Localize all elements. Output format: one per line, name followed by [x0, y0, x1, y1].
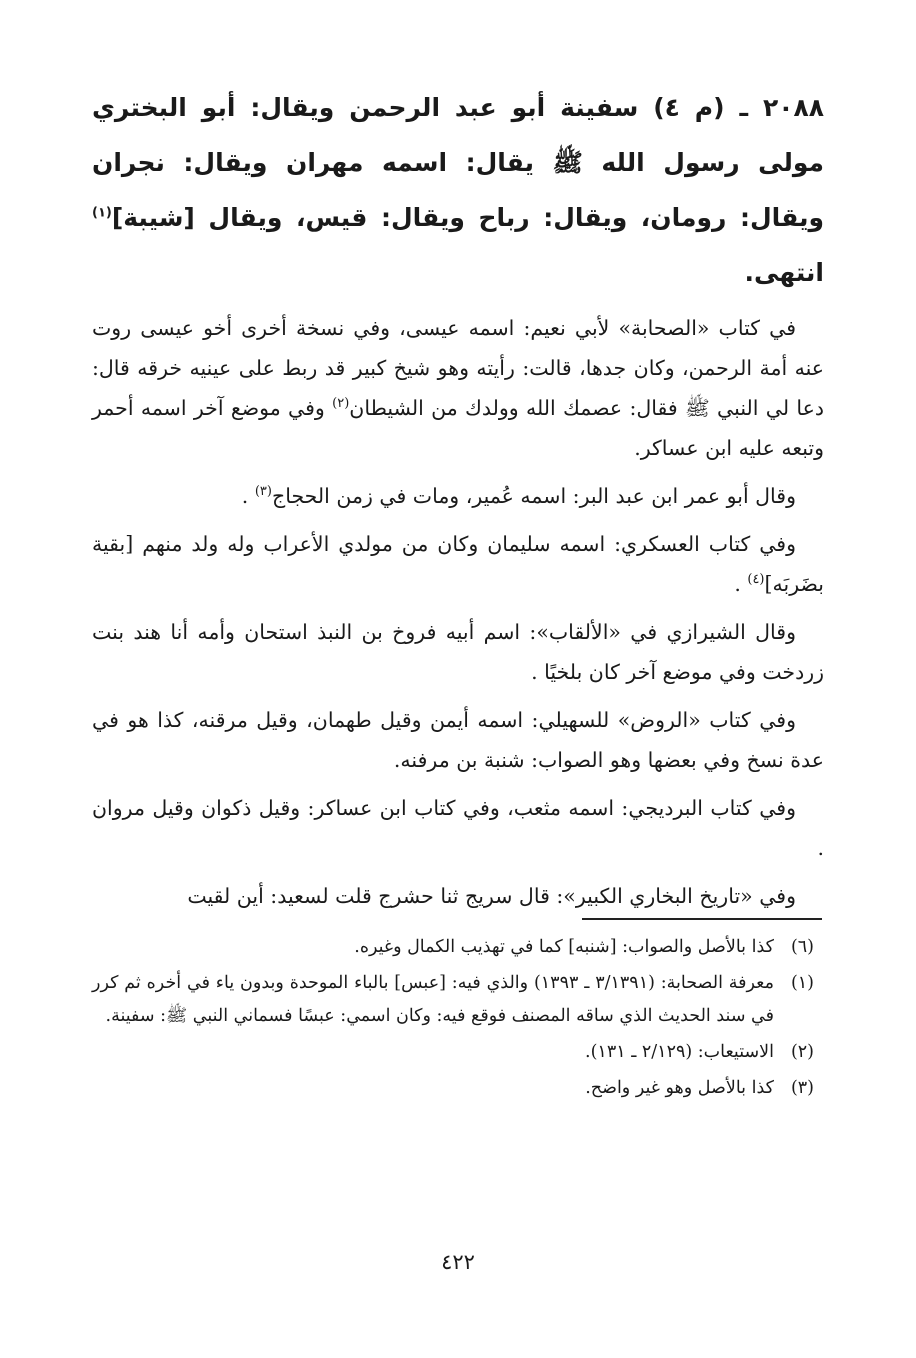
- footnote-divider: [582, 918, 822, 920]
- paragraph-7: وفي «تاريخ البخاري الكبير»: قال سريج ثنا حشرج قلت لسعيد: أين لقيت: [187, 884, 796, 908]
- paragraph-1-text-end: وفي موضع آخر اسمه أحمر وتبعه عليه ابن عساكر.: [92, 396, 824, 460]
- paragraph-2: [92, 476, 824, 516]
- footnote-number: (٣): [790, 1078, 814, 1098]
- footnote-ref-4[interactable]: (٤): [747, 572, 765, 588]
- footnote-text: معرفة الصحابة: (٣/١٣٩١ ـ ١٣٩٣) والذي فيه: [عبس] بالباء الموحدة وبدون ياء في أخره ثم كرر في سند الحديث الذي ساقه المصنف فوقع فيه: وكان اسمي: عبسًا فسماني النبي ﷺ: سفينة.: [92, 973, 774, 1026]
- footnote-text: الاستيعاب: (٢/١٢٩ ـ ١٣١).: [585, 1042, 774, 1062]
- paragraph-1: [92, 308, 824, 468]
- footnote-item: [92, 967, 814, 1033]
- footnotes: [92, 928, 814, 1108]
- footnote-text: كذا بالأصل والصواب: [شنبه] كما في تهذيب الكمال وغيره.: [354, 937, 774, 957]
- footnote-ref-3[interactable]: (٣): [254, 484, 272, 500]
- paragraph-6: وفي كتاب البرديجي: اسمه مثعب، وفي كتاب ابن عساكر: وقيل ذكوان وقيل مروان .: [92, 796, 824, 860]
- footnote-item: [92, 1072, 814, 1105]
- entry-heading-text: ٢٠٨٨ ـ (م ٤) سفينة أبو عبد الرحمن ويقال: أبو البختري مولى رسول الله ﷺ يقال: اسمه مهران ويقال: نجران ويقال: رومان، ويقال: رباح ويقال: قيس، ويقال [شيبة]: [92, 93, 824, 232]
- footnote-number: (١): [790, 973, 814, 993]
- footnote-item: [92, 1036, 814, 1069]
- footnote-item: [92, 931, 814, 964]
- paragraph-3-text-end: .: [734, 572, 748, 596]
- paragraph-3: [92, 524, 824, 604]
- footnote-ref-2[interactable]: (٢): [332, 396, 350, 412]
- footnote-number: (٢): [790, 1042, 814, 1062]
- footnote-number: (٦): [790, 937, 814, 957]
- paragraph-2-text: وقال أبو عمر ابن عبد البر: اسمه عُمير، ومات في زمن الحجاج: [271, 484, 796, 508]
- paragraph-4: وقال الشيرازي في «الألقاب»: اسم أبيه فروخ بن النبذ استحان وأمه أنا هند بنت زردخت وفي موضع آخر كان بلخيًا .: [92, 620, 824, 684]
- entry-heading: [92, 80, 824, 300]
- paragraph-3-text: وفي كتاب العسكري: اسمه سليمان وكان من مولدي الأعراب وله ولد منهم [بقية بضَربَه]: [92, 532, 824, 596]
- paragraph-1-text: في كتاب «الصحابة» لأبي نعيم: اسمه عيسى، وفي نسخة أخرى أخو عيسى روت عنه أمة الرحمن، وكان جدها، قالت: رأيته وهو شيخ كبير قد ربط على عينيه خرقه قال: دعا لي النبي ﷺ فقال: عصمك الله وولدك من الشيطان: [92, 316, 824, 420]
- paragraph-5: وفي كتاب «الروض» للسهيلي: اسمه أيمن وقيل طهمان، وقيل مرقنه، كذا هو في عدة نسخ وفي بعضها وهو الصواب: شنبة بن مرفنه.: [92, 708, 824, 772]
- page-number: ٤٢٢: [441, 1250, 475, 1274]
- entry-heading-end: انتهى.: [744, 258, 824, 287]
- footnote-ref-1[interactable]: (١): [92, 205, 112, 221]
- main-text: [92, 80, 824, 924]
- paragraph-2-text-end: .: [241, 484, 255, 508]
- footnote-text: كذا بالأصل وهو غير واضح.: [585, 1078, 774, 1098]
